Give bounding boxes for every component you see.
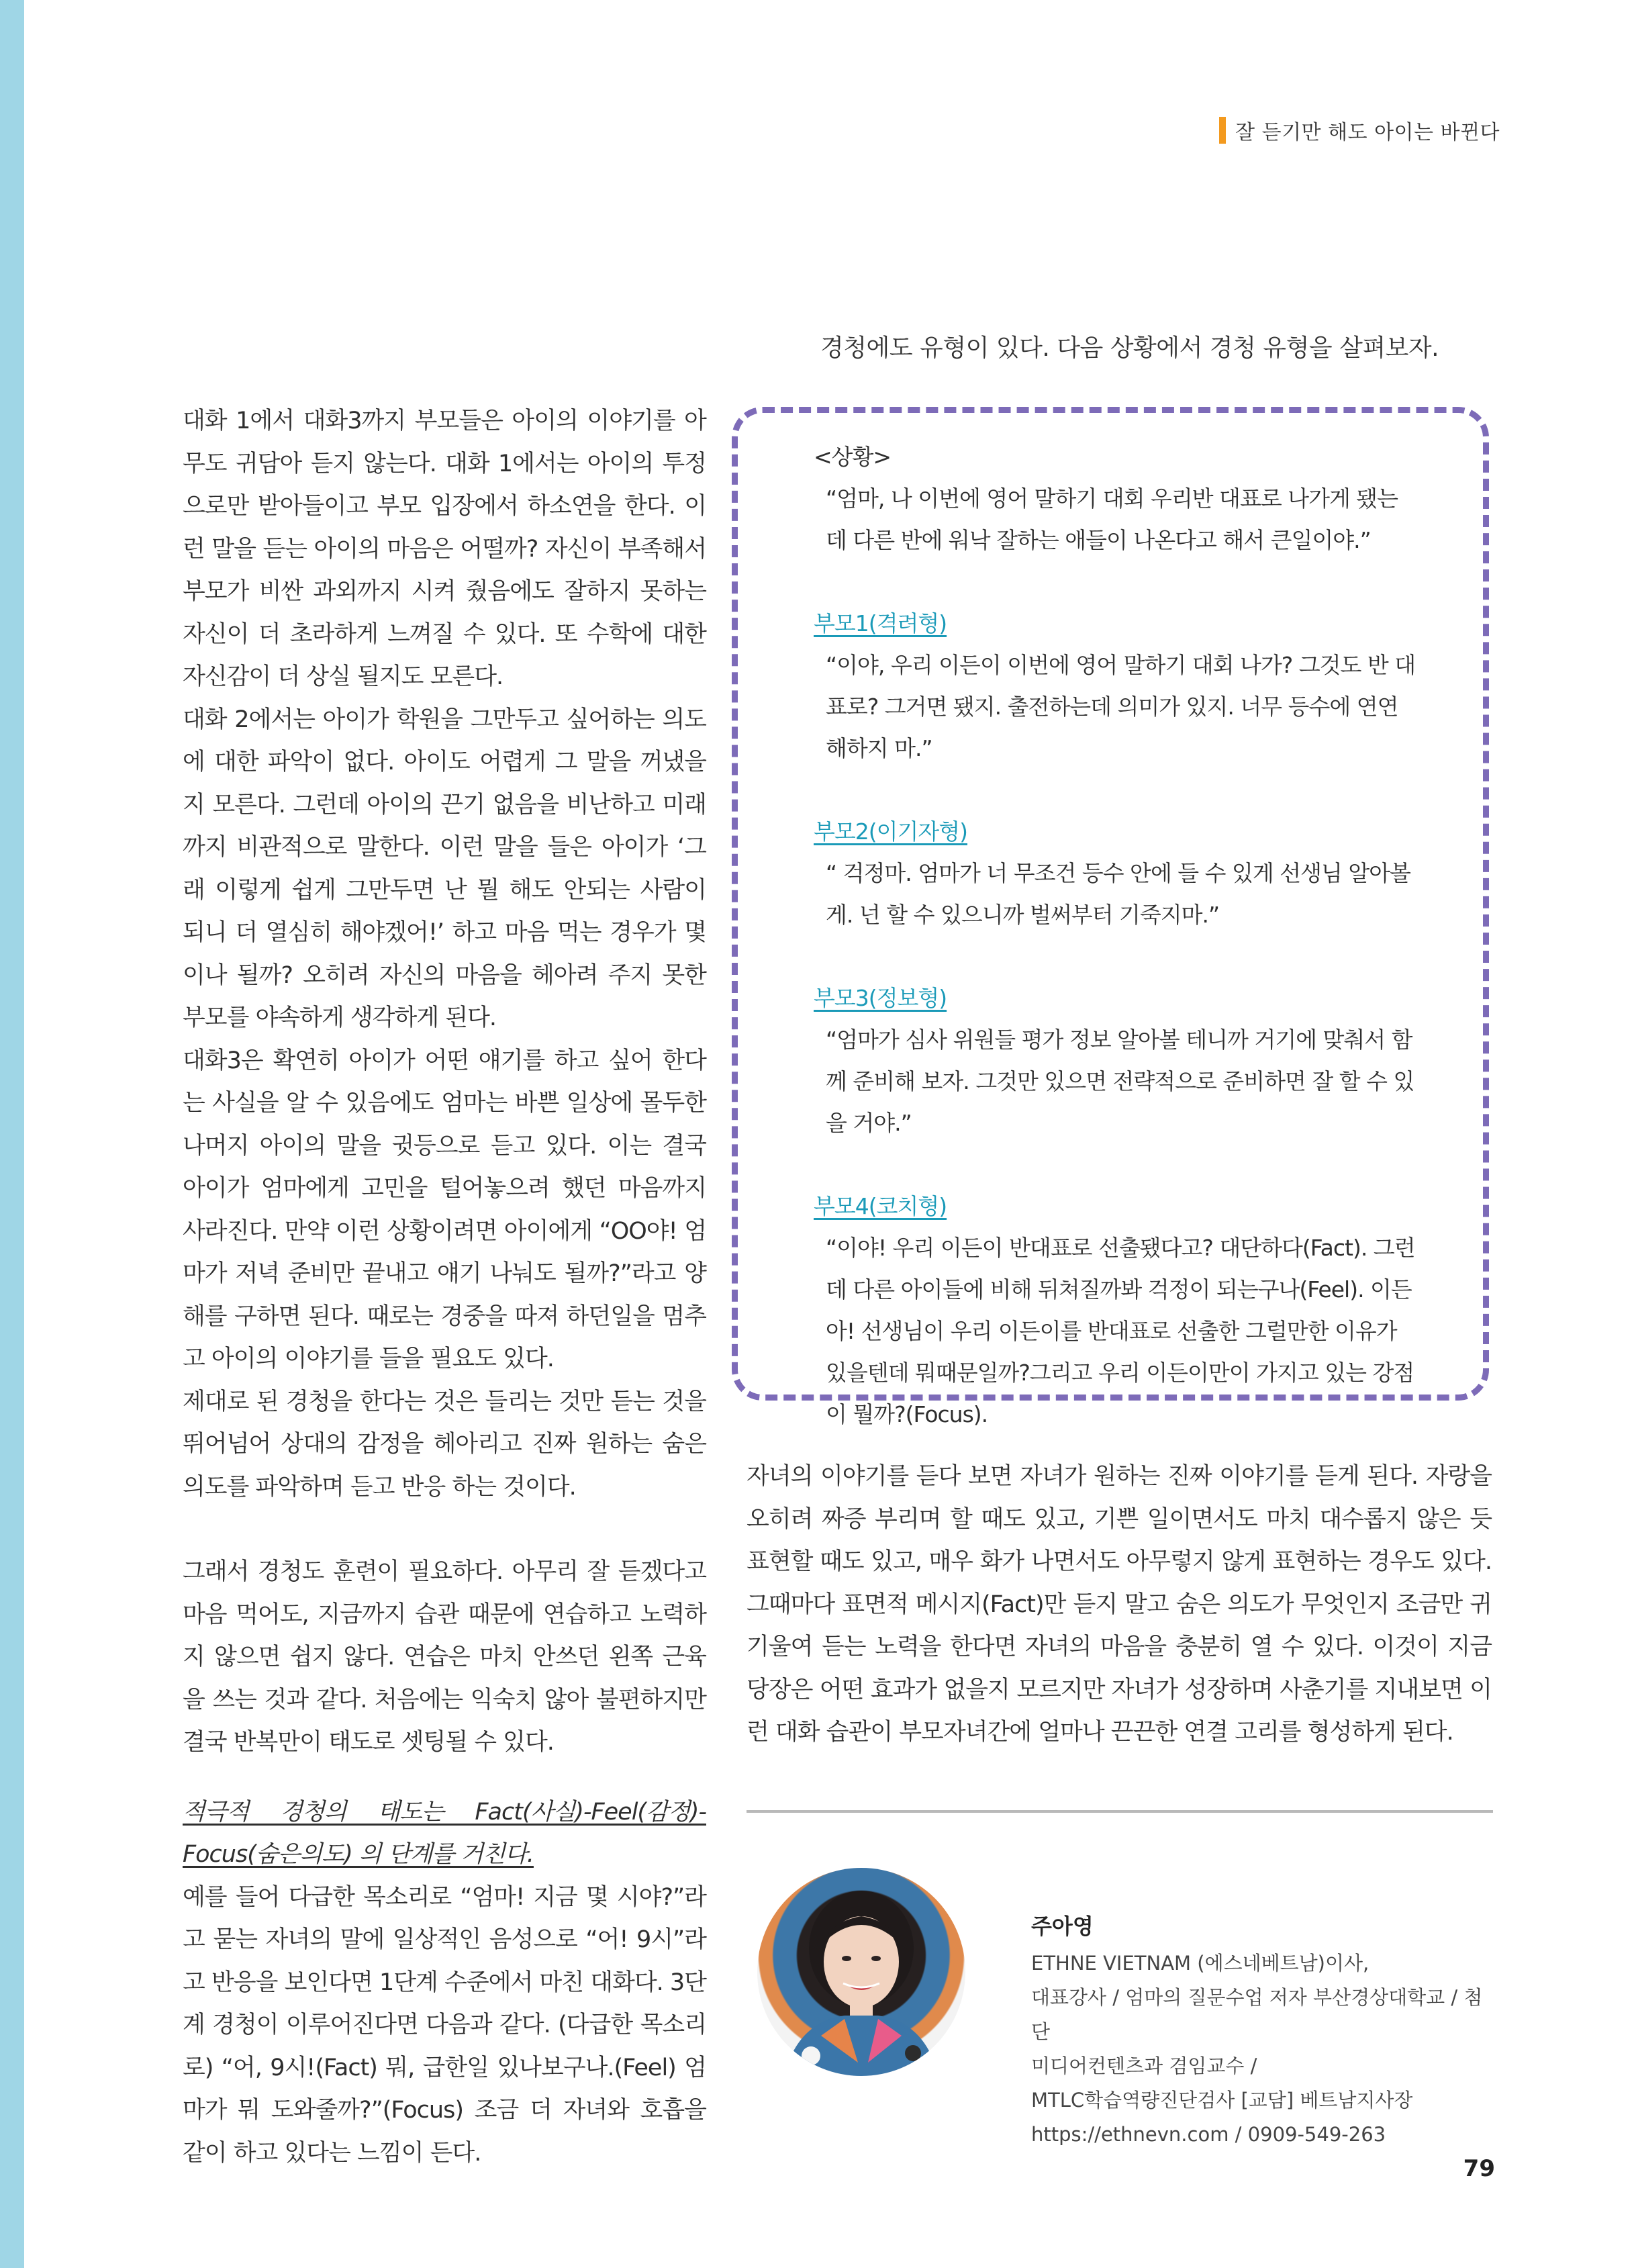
intro-line: 경청에도 유형이 있다. 다음 상황에서 경청 유형을 살펴보자. <box>820 334 1439 362</box>
left-column <box>183 400 706 2175</box>
author-bio-line-4: MTLC학습역량진단검사 [교담] 베트남지사장 <box>1031 2089 1413 2112</box>
author-portrait-illustration <box>757 1868 965 2076</box>
left-paragraph-3: 대화3은 확연히 아이가 어떤 얘기를 하고 싶어 한다는 사실을 알 수 있음에도 엄마는 바쁜 일상에 몰두한 나머지 아이의 말을 귓등으로 듣고 있다. 이는 결국 아이가 엄마에게 고민을 털어놓으려 했던 마음까지 사라진다. 만약 이런 상황이려면 아이에게 “OO야! 엄마가 저녁 준비만 끝내고 얘기 나눠도 될까?”라고 양해를 구하면 된다. 때로는 경중을 따져 하던일을 멈추고 아이의 이야기를 들을 필요도 있다. <box>183 1047 706 1372</box>
left-paragraph-6: 예를 들어 다급한 목소리로 “엄마! 지금 몇 시야?”라고 묻는 자녀의 말에 일상적인 음성으로 “어! 9시”라고 반응을 보인다면 1단계 수준에서 마친 대화다. 3단계 경청이 이루어진다면 다음과 같다. (다급한 목소리로) “어, 9시!(Fact) 뭐, 급한일 있나보구나.(Feel) 엄마가 뭐 도와줄까?”(Focus) 조금 더 자녀와 호흡을 같이 하고 있다는 느낌이 든다. <box>183 1883 706 2167</box>
type-quote-1: “이야, 우리 이든이 이번에 영어 말하기 대회 나가? 그것도 반 대표로? 그거면 됐지. 출전하는데 의미가 있지. 너무 등수에 연연해하지 마.” <box>826 652 1416 761</box>
left-paragraph-1: 대화 1에서 대화3까지 부모들은 아이의 이야기를 아무도 귀담아 듣지 않는다. 대화 1에서는 아이의 투정으로만 받아들이고 부모 입장에서 하소연을 한다. 이런 말을 듣는 아이의 마음은 어떨까? 자신이 부족해서 부모가 비싼 과외까지 시켜 줬음에도 잘하지 못하는 자신이 더 초라하게 느껴질 수 있다. 또 수학에 대한 자신감이 더 상실 될지도 모른다. <box>183 408 706 690</box>
page-number: 79 <box>1463 2155 1495 2182</box>
type-heading-3: 부모3(정보형) <box>814 985 947 1011</box>
author-contact: https://ethnevn.com / 0909-549-263 <box>1031 2123 1386 2146</box>
author-photo <box>757 1868 965 2076</box>
left-paragraph-5: 그래서 경청도 훈련이 필요하다. 아무리 잘 듣겠다고 마음 먹어도, 지금까지 습관 때문에 연습하고 노력하지 않으면 쉽지 않다. 연습은 마치 안쓰던 왼쪽 근육을 쓰는 것과 같다. 처음에는 익숙치 않아 불편하지만 결국 반복만이 태도로 셋팅될 수 있다. <box>183 1558 706 1756</box>
author-name: 주아영 <box>1031 1913 1094 1939</box>
situation-title: <상황> <box>814 444 892 470</box>
side-color-strip <box>0 0 24 2268</box>
left-paragraph-2: 대화 2에서는 아이가 학원을 그만두고 싶어하는 의도에 대한 파악이 없다. 아이도 어렵게 그 말을 꺼냈을 지 모른다. 그런데 아이의 끈기 없음을 비난하고 미래까지 비관적으로 말한다. 이런 말을 들은 아이가 ‘그래 이렇게 쉽게 그만두면 난 뭘 해도 안되는 사람이 되니 더 열심히 해야겠어!’ 하고 마음 먹는 경우가 몇이나 될까? 오히려 자신의 마음을 헤아려 주지 못한 부모를 야속하게 생각하게 된다. <box>183 706 706 1031</box>
running-title: 잘 듣기만 해도 아이는 바뀐다 <box>1235 121 1500 144</box>
type-quote-3: “엄마가 심사 위원들 평가 정보 알아볼 테니까 거기에 맞춰서 함께 준비해 보자. 그것만 있으면 전략적으로 준비하면 잘 할 수 있을 거야.” <box>826 1027 1414 1136</box>
emphasis-statement: 적극적 경청의 태도는 Fact(사실)-Feel(감정)-Focus(숨은의도) 의 단계를 거친다. <box>183 1798 706 1868</box>
right-paragraph-1: 자녀의 이야기를 듣다 보면 자녀가 원하는 진짜 이야기를 듣게 된다. 자랑을 오히려 짜증 부리며 할 때도 있고, 기쁜 일이면서도 마치 대수롭지 않은 듯 표현할 때도 있고, 매우 화가 나면서도 아무렇지 않게 표현하는 경우도 있다. 그때마다 표면적 메시지(Fact)만 듣지 말고 숨은 의도가 무엇인지 조금만 귀 기울여 듣는 노력을 한다면 자녀의 마음을 충분히 열 수 있다. 이것이 지금 당장은 어떤 효과가 없을지 모르지만 자녀가 성장하며 사춘기를 지내보면 이런 대화 습관이 부모자녀간에 얼마나 끈끈한 연결 고리를 형성하게 된다. <box>747 1463 1492 1746</box>
author-bio-line-1: ETHNE VIETNAM (에스네베트남)이사, <box>1031 1952 1369 1975</box>
author-divider <box>747 1810 1493 1813</box>
type-heading-2: 부모2(이기자형) <box>814 818 968 845</box>
header-accent-bar <box>1219 117 1226 144</box>
type-quote-4: “이야! 우리 이든이 반대표로 선출됐다고? 대단하다(Fact). 그런데 다른 아이들에 비해 뒤쳐질까봐 걱정이 되는구나(Feel). 이든아! 선생님이 우리 이든이를 반대표로 선출한 그럴만한 이유가 있을텐데 뭐때문일까?그리고 우리 이든이만이 가지고 있는 강점이 뭘까?(Focus). <box>826 1235 1415 1427</box>
author-bio-line-2: 대표강사 / 엄마의 질문수업 저자 부산경상대학교 / 첨단 <box>1031 1986 1483 2043</box>
type-quote-2: “ 걱정마. 엄마가 너 무조건 등수 안에 들 수 있게 선생님 알아볼게. 넌 할 수 있으니까 벌써부터 기죽지마.” <box>826 860 1411 928</box>
left-paragraph-4: 제대로 된 경청을 한다는 것은 들리는 것만 듣는 것을 뛰어넘어 상대의 감정을 헤아리고 진짜 원하는 숨은의도를 파악하며 듣고 반응 하는 것이다. <box>183 1388 706 1501</box>
author-bio <box>1031 1909 1501 2152</box>
running-header <box>1219 115 1500 145</box>
dialog-content <box>814 436 1418 1435</box>
type-heading-1: 부모1(격려형) <box>814 610 947 636</box>
paragraph-gap <box>183 1509 706 1551</box>
type-heading-4: 부모4(코치형) <box>814 1193 947 1219</box>
author-bio-line-3: 미디어컨텐츠과 겸임교수 / <box>1031 2054 1257 2077</box>
right-column <box>747 1456 1492 1754</box>
situation-quote: “엄마, 나 이번에 영어 말하기 대회 우리반 대표로 나가게 됐는데 다른 반에 워낙 잘하는 애들이 나온다고 해서 큰일이야.” <box>826 485 1398 553</box>
